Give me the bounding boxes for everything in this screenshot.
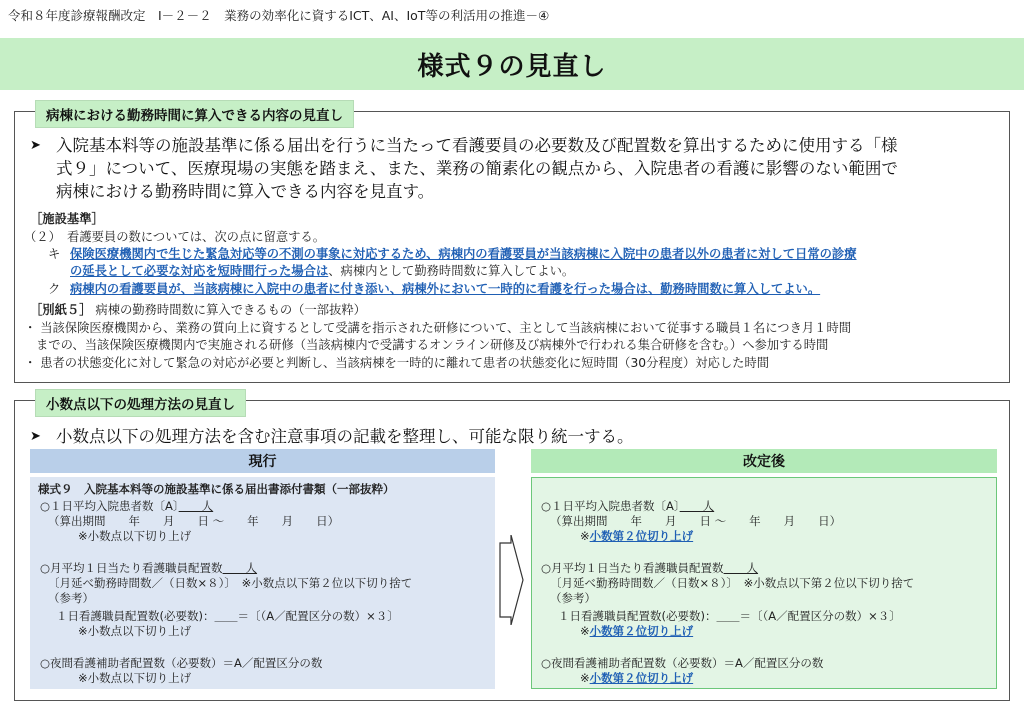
bessi-line xyxy=(30,302,366,319)
revised-c1: ○夜間看護補助者配置数（必要数）＝A／配置区分の数 xyxy=(541,656,824,670)
section2-lead xyxy=(30,425,1010,448)
revised-a1-label: ○１日平均入院患者数〔A〕 xyxy=(541,499,680,513)
bullet-arrow-icon-2: ➤ xyxy=(30,429,41,444)
right-arrow-icon xyxy=(497,535,525,625)
current-c1: ○夜間看護補助者配置数（必要数）＝A／配置区分の数 xyxy=(40,656,323,670)
section1-lead-line2: 式９」について、医療現場の実態を踏まえ、また、業務の簡素化の観点から、入院患者の看護に影響のない範囲で xyxy=(56,159,898,178)
revised-b4: １日看護職員配置数(必要数)：＿＿＝〔（A／配置区分の数）×３〕 xyxy=(558,609,901,623)
item-ku-mark: ク xyxy=(48,282,61,296)
revised-a1-blank: 人 xyxy=(679,499,715,513)
revised-b1-label: ○月平均１日当たり看護職員配置数 xyxy=(541,561,724,575)
bullet-1a: ・ 当該保険医療機関から、業務の質向上に資するとして受講を指示された研修について、主として当該病棟において従事する職員１名につき月１時間 xyxy=(24,321,852,335)
current-a1-label: ○１日平均入院患者数〔A〕 xyxy=(40,499,179,513)
revised-c2-prefix: ※ xyxy=(580,671,590,685)
bullet-arrow-icon: ➤ xyxy=(30,138,41,153)
item-ki-text2: の延長として必要な対応を短時間行った場合は xyxy=(70,264,329,278)
current-c2: ※小数点以下切り上げ xyxy=(78,671,192,685)
bessi-text: 病棟の勤務時間数に算入できるもの（一部抜粋） xyxy=(95,303,366,317)
kijun-label: ［施設基準］ xyxy=(30,212,104,226)
section-work-hours-tag: 病棟における勤務時間に算入できる内容の見直し xyxy=(35,100,354,128)
current-b1-blank: 人 xyxy=(222,561,258,575)
revised-c2-blue: 小数第２位切り上げ xyxy=(589,671,694,685)
current-a1-blank: 人 xyxy=(178,499,214,513)
current-b3: （参考） xyxy=(48,591,94,605)
section2-lead-text: 小数点以下の処理方法を含む注意事項の記載を整理し、可能な限り統一する。 xyxy=(56,427,634,446)
revised-b5-prefix: ※ xyxy=(580,624,590,638)
revised-header: 改定後 xyxy=(531,449,997,473)
bessi-label: ［別紙５］ xyxy=(30,303,92,317)
revised-b5 xyxy=(580,624,693,639)
current-form-title: 様式９ 入院基本料等の施設基準に係る届出書添付書類（一部抜粋） xyxy=(38,482,395,496)
item-ki-rest: 、病棟内として勤務時間数に算入してよい。 xyxy=(328,264,575,278)
header-topline: 令和８年度診療報酬改定 Ⅰ－２－２ 業務の効率化に資するICT、AI、IoT等の利活用の推進－④ xyxy=(8,8,550,23)
current-b1 xyxy=(40,561,257,576)
title-band xyxy=(0,38,1024,90)
revised-a3-blue: 小数第２位切り上げ xyxy=(589,529,694,543)
current-b2: 〔月延べ勤務時間数／（日数×８）〕 ※小数点以下第２位以下切り捨て xyxy=(48,576,413,590)
item-ki-text1: 保険医療機関内で生じた緊急対応等の不測の事象に対応するため、病棟内の看護要員が当該病棟に入院中の患者以外の患者に対して日常の診療 xyxy=(70,247,857,261)
item-ki-mark: キ xyxy=(48,247,61,261)
section-decimal-tag: 小数点以下の処理方法の見直し xyxy=(35,389,246,417)
current-header: 現行 xyxy=(30,449,495,473)
item-ki-line2 xyxy=(70,263,574,280)
revised-a3 xyxy=(580,529,693,544)
bullet-2: ・ 患者の状態変化に対して緊急の対応が必要と判断し、当該病棟を一時的に離れて患者の状態変化に短時間（30分程度）対応した時間 xyxy=(24,356,770,370)
current-b4: １日看護職員配置数(必要数)：＿＿＝〔（A／配置区分の数）×３〕 xyxy=(56,609,399,623)
current-a3: ※小数点以下切り上げ xyxy=(78,529,192,543)
current-b1-label: ○月平均１日当たり看護職員配置数 xyxy=(40,561,223,575)
item-2: （２） 看護要員の数については、次の点に留意する。 xyxy=(24,230,326,244)
current-a1 xyxy=(40,499,213,514)
item-ku-text: 病棟内の看護要員が、当該病棟に入院中の患者に付き添い、病棟外において一時的に看護を行った場合は、勤務時間数に算入してよい。 xyxy=(70,282,821,296)
section1-lead-line1: 入院基本料等の施設基準に係る届出を行うに当たって看護要員の必要数及び配置数を算出するために使用する「様 xyxy=(56,136,898,155)
current-a2: （算出期間 年 月 日 ～ 年 月 日） xyxy=(48,514,340,528)
revised-a3-prefix: ※ xyxy=(580,529,590,543)
section1-lead-line3: 病棟における勤務時間に算入できる内容を見直す。 xyxy=(56,182,435,201)
section1-lead xyxy=(30,134,1010,203)
revised-c2 xyxy=(580,671,693,686)
current-b5: ※小数点以下切り上げ xyxy=(78,624,192,638)
revised-b2: 〔月延べ勤務時間数／（日数×８）〕 ※小数点以下第２位以下切り捨て xyxy=(550,576,915,590)
revised-a1 xyxy=(541,499,714,514)
page-title: 様式９の見直し xyxy=(417,51,607,82)
revised-b1-blank: 人 xyxy=(723,561,759,575)
revised-b5-blue: 小数第２位切り上げ xyxy=(589,624,694,638)
revised-b3: （参考） xyxy=(550,591,596,605)
revised-b1 xyxy=(541,561,758,576)
bullet-1b: までの、当該保険医療機関内で実施される研修（当該病棟内で受講するオンライン研修及び病棟外で行われる集合研修を含む。）へ参加する時間 xyxy=(36,338,829,352)
revised-a2: （算出期間 年 月 日 ～ 年 月 日） xyxy=(550,514,842,528)
